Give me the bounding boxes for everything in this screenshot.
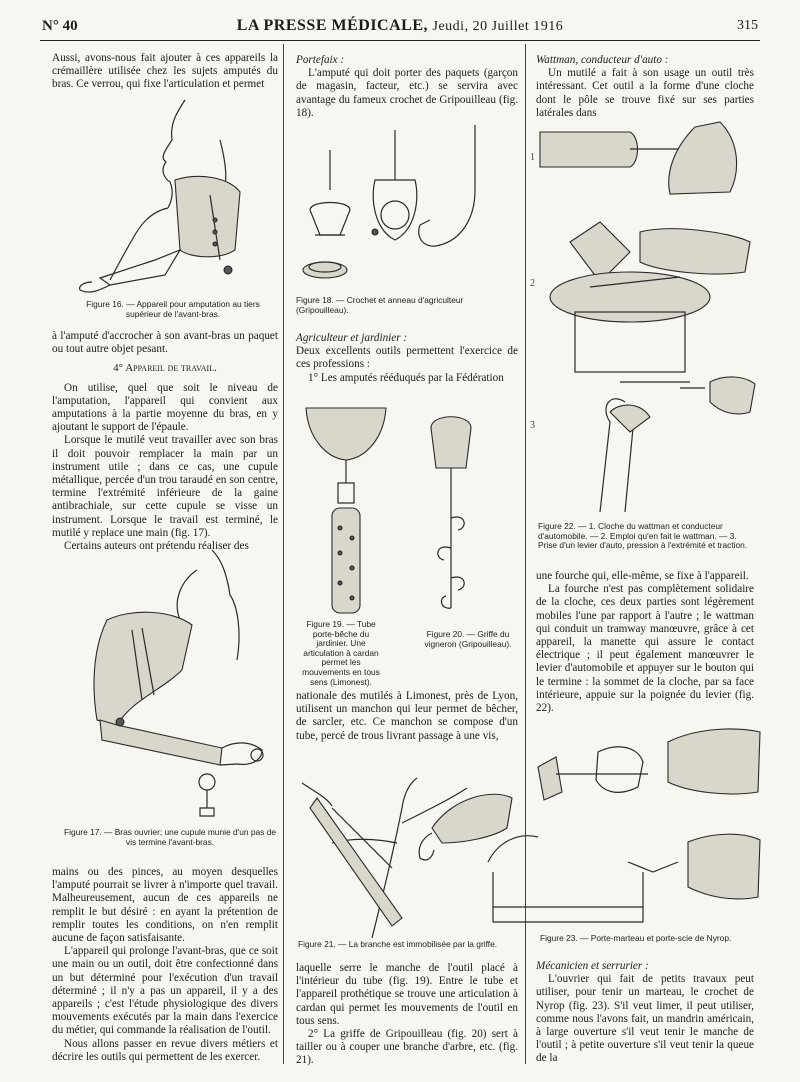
figure-16-prosthesis-illustration <box>70 100 270 300</box>
col3-bottom <box>536 958 754 1066</box>
figure-23-hammer-and-saw-holder-illustration <box>478 712 762 932</box>
col3-mid <box>536 570 754 715</box>
figure-22-label-3: 3 <box>530 420 535 431</box>
col1-paragraph-3: On utilise, quel que soit le niveau de l'amputation, l'appareil qui convient aux amputations à la partie moyenne du bras, en y ajoutant le support de l'épaule. <box>52 381 278 434</box>
subheading-portefaix: Portefaix : <box>296 54 345 66</box>
col2-paragraph-5: laquelle serre le manche de l'outil placé à l'intérieur du tube (fig. 19). Entre le tube et l'appareil prothétique se trouve une articulation à cardan qui permet les mouvements de l'outil en tous sens. <box>296 962 518 1027</box>
subheading-wattman: Wattman, conducteur d'auto : <box>536 54 669 66</box>
figure-16-caption: Figure 16. — Appareil pour amputation au tiers supérieur de l'avant-bras. <box>86 299 260 319</box>
column-rule-1 <box>283 44 284 1064</box>
col1-intro <box>52 52 278 92</box>
col2-paragraph-1: L'amputé qui doit porter des paquets (garçon de magasin, facteur, etc.) se servira avec avantage du fameux crochet de Gripouilleau (fig. 18). <box>296 67 518 119</box>
figure-19-20-spade-tube-and-claw-illustration <box>296 398 518 618</box>
page-number: 315 <box>737 18 758 33</box>
col3-paragraph-4: L'ouvrier qui fait de petits travaux peut utiliser, pour tenir un marteau, le crochet de Nyrop (fig. 23). S'il veut limer, il peut utiliser, comme nous l'avons fait, un mandrin américain, à large ouverture s'il veut tenir le manche de l'outil ; à petite ouverture s'il veut tenir la queue de la <box>536 973 754 1065</box>
figure-22-caption: Figure 22. — 1. Cloche du wattman et conducteur d'automobile. — 2. Emploi qu'en fait le wattman. — 3. Prise d'un levier d'auto, pression à l'extrémité et traction. <box>538 521 748 551</box>
figure-22-label-1: 1 <box>530 152 535 163</box>
subheading-agriculteur: Agriculteur et jardinier : <box>296 332 408 344</box>
col1-paragraph-6: mains ou des pinces, au moyen desquelles l'amputé pourrait se livrer à n'importe quel travail. Malheureusement, aucun de ces appareils ne remplit le but désiré : en ayant la prétention de remplir toutes les conditions, on n'en remplit aucune de façon satisfaisante. <box>52 866 278 945</box>
col2-mid <box>296 330 518 385</box>
col1-section-b <box>52 866 278 1064</box>
col3-paragraph-2: une fourche qui, elle-même, se fixe à l'appareil. <box>536 570 749 582</box>
figure-17-worker-arm-illustration <box>62 550 277 828</box>
figure-22-wattman-bell-illustration <box>540 112 755 522</box>
figure-22-label-2: 2 <box>530 278 535 289</box>
journal-title: LA PRESSE MÉDICALE, <box>236 17 429 34</box>
col1-paragraph-1: Aussi, avons-nous fait ajouter à ces appareils la crémaillère utilisée chez les sujets amputés du bras. Ce verrou, qui fixe l'articulation et permet <box>52 52 278 91</box>
col3-paragraph-3: La fourche n'est pas complètement solidaire de la cloche, ces deux parties sont légèrement mobiles l'une par rapport à l'autre ; le wattman qui conduit un tramway manœuvre, grâce à cet appareil, la manette qui assure le contact électrique ; il peut également manœuvrer le levier d'automobile et appuyer sur le bouton qui le termine : la sommet de la cloche, par sa face intérieure, appuie sur la poignée du levier (fig. 22). <box>536 583 754 715</box>
figure-23-caption: Figure 23. — Porte-marteau et porte-scie de Nyrop. <box>540 933 732 943</box>
figure-18-caption: Figure 18. — Crochet et anneau d'agriculteur (Gripouilleau). <box>296 295 464 315</box>
figure-17-caption: Figure 17. — Bras ouvrier; une cupule munie d'un pas de vis termine l'avant-bras. <box>63 827 277 847</box>
col3-top <box>536 52 754 120</box>
col1-paragraph-8: Nous allons passer en revue divers métiers et décrire les outils qui permettent de les exercer. <box>52 1037 278 1063</box>
figure-18-hook-and-ring-illustration <box>290 110 520 295</box>
figure-20-caption: Figure 20. — Griffe du vigneron (Gripouilleau). <box>424 629 512 649</box>
figure-19-caption: Figure 19. — Tube porte-bêche du jardinier. Une articulation à cardan permet les mouvements en tous sens (Limonest). <box>302 619 380 687</box>
journal-title-line <box>40 17 760 35</box>
issue-date: Jeudi, 20 Juillet 1916 <box>432 19 564 34</box>
issue-number: N° 40 <box>42 18 78 34</box>
col1-paragraph-4: Lorsque le mutilé veut travailler avec son bras il doit pouvoir remplacer la main par un instrument utile ; dans ce cas, une cupule métallique, percée d'un trou taraudé en son centre, termine l'extrémité inférieure de la gaine antibrachiale, sur cette cupule se visse un instrument. Lorsque le travail est terminé, le mutilé y replace une main (fig. 17). <box>52 434 278 539</box>
col2-bottom <box>296 962 518 1068</box>
col1-paragraph-2: à l'amputé d'accrocher à son avant-bras un paquet ou tout autre objet pesant. <box>52 330 278 356</box>
page-header <box>40 14 760 41</box>
col2-paragraph-4: nationale des mutilés à Limonest, près de Lyon, utilisent un manchon qui leur permet de bêcher, de sarcler, etc. Ce manchon se compose d'un tube, percé de trous livrant passage à une vis, <box>296 690 518 742</box>
col1-section-a <box>52 330 278 553</box>
col3-paragraph-1: Un mutilé a fait à son usage un outil très intéressant. Cet outil a la forme d'une cloche dont le pôle se trouve fixé sur ses parties latérales dans <box>536 67 754 119</box>
col2-paragraph-3: 1° Les amputés rééduqués par la Fédération <box>308 371 504 384</box>
section-title-work-apparatus: 4° Appareil de travail. <box>113 362 217 375</box>
col2-paragraph-6: 2° La griffe de Gripouilleau (fig. 20) sert à tailler ou à couper une branche d'arbre, etc. (fig. 21). <box>296 1028 518 1067</box>
subheading-mecanicien: Mécanicien et serrurier : <box>536 960 649 972</box>
figure-21-caption: Figure 21. — La branche est immobilisée par la griffe. <box>298 939 498 949</box>
col1-paragraph-5: Certains auteurs ont prétendu réaliser des <box>64 540 249 553</box>
col2-paragraph-2: Deux excellents outils permettent l'exercice de ces professions : <box>296 345 518 371</box>
col1-paragraph-7: L'appareil qui prolonge l'avant-bras, que ce soit une main ou un outil, doit être confectionné dans un but déterminé pour l'exécution d'un travail déterminé ; il n'y a pas un appareil, il y a des appareils ; c'est l'étude physiologique des divers mouvements exécutés par la main dans l'exercice du métier, qui commande la réalisation de l'outil. <box>52 945 278 1037</box>
